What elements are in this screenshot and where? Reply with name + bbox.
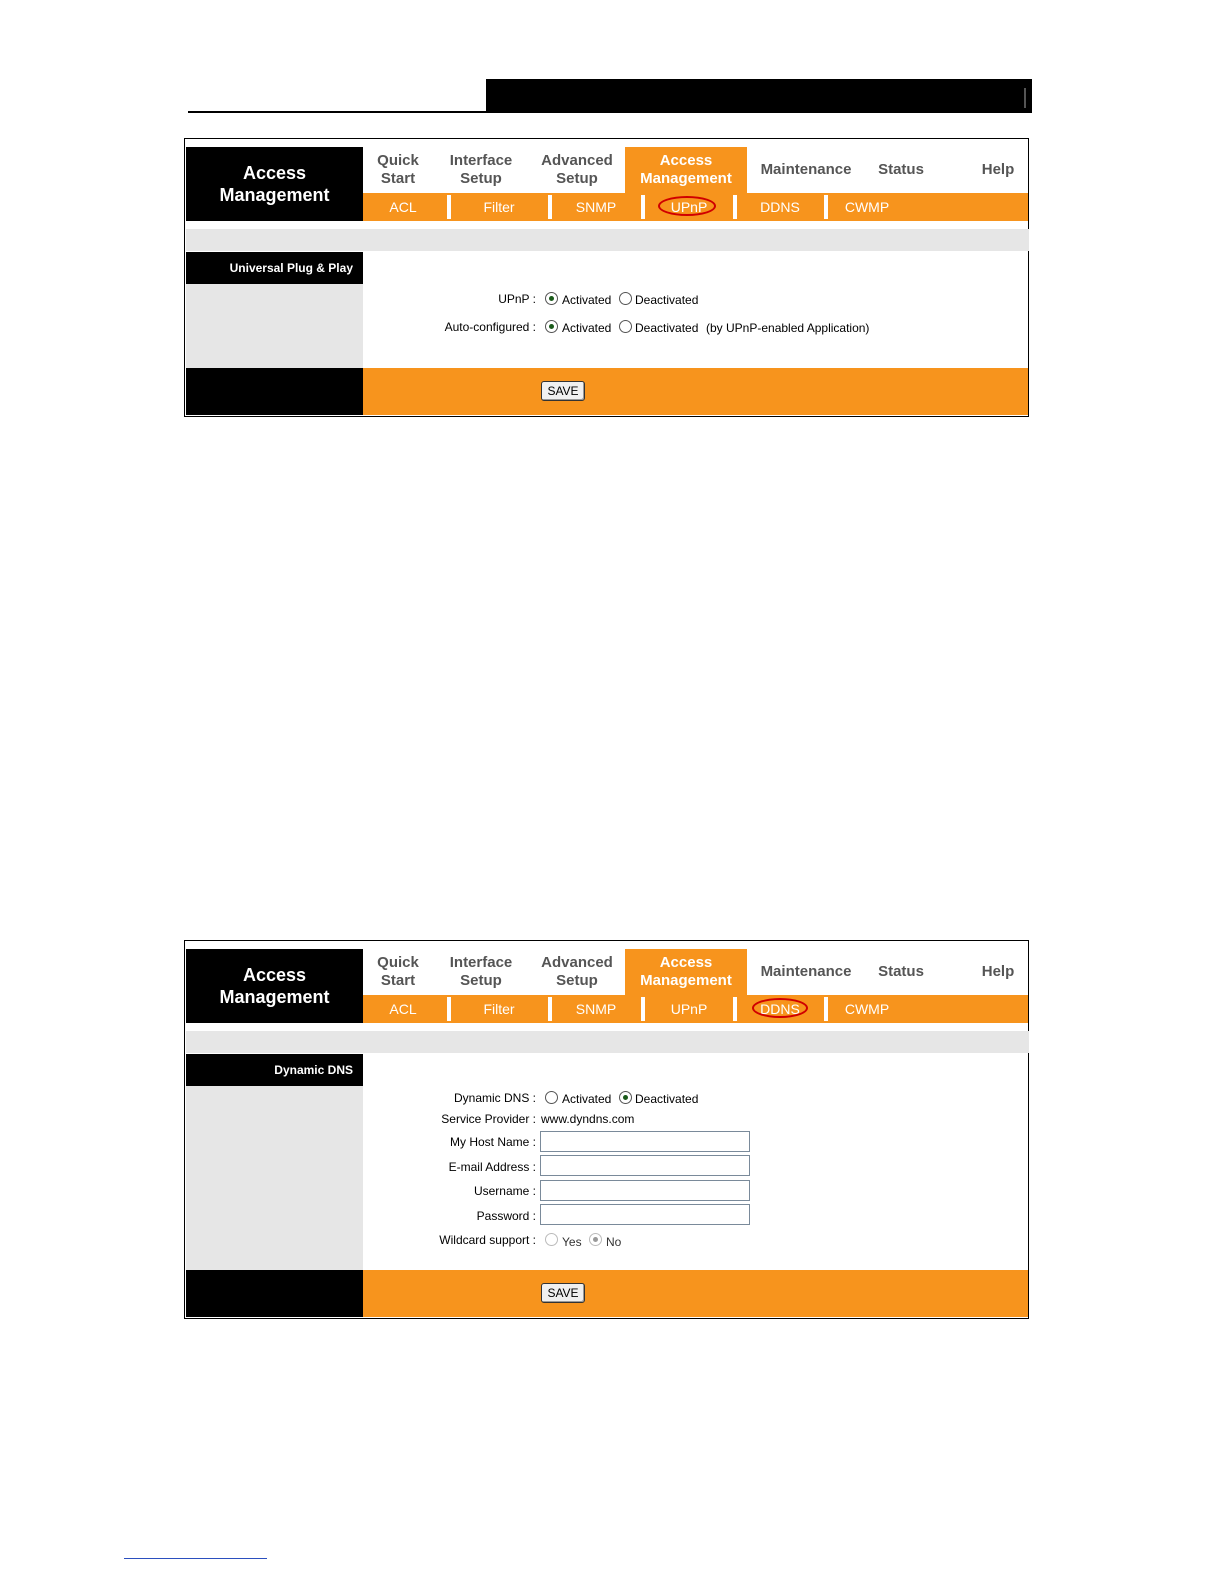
dynamic-dns-label: Dynamic DNS : — [453, 1091, 536, 1105]
tab-advanced-setup[interactable] — [529, 949, 625, 995]
tab-help[interactable] — [968, 949, 1028, 995]
host-name-input[interactable] — [540, 1131, 750, 1152]
auto-deactivated-label: Deactivated — [635, 321, 699, 335]
auto-deactivated-radio[interactable] — [619, 320, 632, 333]
brand-block — [186, 949, 363, 1023]
service-provider-value: www.dyndns.com — [541, 1112, 635, 1126]
wildcard-yes-radio[interactable] — [545, 1233, 558, 1246]
upnp-deactivated-label: Deactivated — [635, 293, 699, 307]
subtab-label: SNMP — [575, 199, 617, 215]
highlight-circle — [658, 196, 716, 216]
brand-line2: Management — [219, 987, 330, 1007]
divider-strip — [186, 1031, 1029, 1053]
subtab-label: UPnP — [670, 199, 708, 215]
brand-line2: Management — [219, 185, 330, 205]
ddns-deactivated-label: Deactivated — [635, 1092, 699, 1106]
subtab-label: ACL — [389, 1001, 417, 1017]
tab-interface-setup[interactable] — [433, 949, 529, 995]
email-address-input[interactable] — [540, 1155, 750, 1176]
subtab-snmp[interactable] — [552, 193, 640, 221]
tab-label: Help — [981, 161, 1015, 178]
tab-label-line2: Management — [640, 170, 732, 187]
subtab-acl[interactable] — [363, 193, 443, 221]
tab-label: Maintenance — [760, 963, 852, 980]
tab-advanced-setup[interactable] — [529, 147, 625, 193]
tab-label: Status — [878, 963, 924, 980]
save-button[interactable]: SAVE — [541, 1283, 585, 1303]
tab-label-line1: Access — [659, 954, 713, 971]
host-name-label: My Host Name : — [449, 1135, 536, 1149]
wildcard-no-radio[interactable] — [589, 1233, 602, 1246]
email-address-label: E-mail Address : — [448, 1160, 536, 1174]
tab-label-line2: Setup — [556, 170, 598, 187]
upnp-panel — [184, 138, 1029, 417]
footer-link-underline — [124, 1558, 267, 1559]
page-header-rule — [188, 111, 488, 113]
subtab-label: DDNS — [760, 1001, 800, 1017]
wildcard-yes-label: Yes — [562, 1235, 582, 1249]
tab-help[interactable] — [968, 147, 1028, 193]
brand-block — [186, 147, 363, 221]
tab-maintenance[interactable] — [753, 147, 859, 193]
section-title: Universal Plug & Play — [186, 252, 363, 284]
sub-navigation — [363, 193, 1028, 221]
wildcard-support-label: Wildcard support : — [439, 1233, 536, 1247]
subtab-cwmp[interactable] — [828, 995, 906, 1023]
tab-label-line1: Quick — [377, 954, 419, 971]
wildcard-no-label: No — [606, 1235, 622, 1249]
auto-activated-label: Activated — [562, 321, 612, 335]
ddns-activated-radio[interactable] — [545, 1091, 558, 1104]
tab-label-line2: Setup — [460, 170, 502, 187]
subtab-snmp[interactable] — [552, 995, 640, 1023]
tab-quick-start[interactable] — [363, 147, 433, 193]
section-title: Dynamic DNS — [186, 1054, 363, 1086]
save-button[interactable]: SAVE — [541, 381, 585, 401]
subtab-filter[interactable] — [451, 193, 547, 221]
tab-quick-start[interactable] — [363, 949, 433, 995]
footer-left — [186, 368, 363, 415]
tab-label-line1: Advanced — [541, 152, 613, 169]
top-navigation — [363, 147, 1028, 193]
tab-label: Maintenance — [760, 161, 852, 178]
subtab-upnp[interactable] — [645, 995, 733, 1023]
tab-label-line2: Start — [380, 972, 416, 989]
subtab-label: Filter — [483, 1001, 515, 1017]
brand-line1: Access — [242, 965, 307, 985]
sub-navigation — [363, 995, 1028, 1023]
upnp-activated-radio[interactable] — [545, 292, 558, 305]
footer-bar — [363, 1270, 1028, 1317]
footer-bar — [363, 368, 1028, 415]
subtab-label: ACL — [389, 199, 417, 215]
tab-access-management[interactable] — [625, 147, 747, 193]
tab-interface-setup[interactable] — [433, 147, 529, 193]
top-navigation — [363, 949, 1028, 995]
username-input[interactable] — [540, 1180, 750, 1201]
subtab-cwmp[interactable] — [828, 193, 906, 221]
subtab-filter[interactable] — [451, 995, 547, 1023]
tab-label-line2: Setup — [556, 972, 598, 989]
tab-status[interactable] — [863, 949, 939, 995]
ddns-deactivated-radio[interactable] — [619, 1091, 632, 1104]
page-header-bar-tick — [1024, 88, 1026, 108]
tab-status[interactable] — [863, 147, 939, 193]
ddns-panel — [184, 940, 1029, 1319]
subtab-label: CWMP — [844, 1001, 890, 1017]
upnp-label: UPnP : — [498, 292, 536, 306]
tab-label: Help — [981, 963, 1015, 980]
subtab-ddns[interactable] — [737, 193, 823, 221]
tab-label-line2: Management — [640, 972, 732, 989]
highlight-circle — [752, 998, 808, 1018]
subtab-label: UPnP — [670, 1001, 708, 1017]
footer-left — [186, 1270, 363, 1317]
subtab-label: DDNS — [760, 199, 800, 215]
divider-strip — [186, 229, 1029, 251]
auto-activated-radio[interactable] — [545, 320, 558, 333]
subtab-acl[interactable] — [363, 995, 443, 1023]
password-label: Password : — [476, 1209, 536, 1223]
subtab-label: Filter — [483, 199, 515, 215]
tab-access-management[interactable] — [625, 949, 747, 995]
tab-label-line2: Start — [380, 170, 416, 187]
tab-label-line2: Setup — [460, 972, 502, 989]
tab-label-line1: Interface — [449, 954, 513, 971]
auto-configured-note: (by UPnP-enabled Application) — [706, 321, 870, 335]
tab-label-line1: Quick — [377, 152, 419, 169]
subtab-label: CWMP — [844, 199, 890, 215]
subtab-label: SNMP — [575, 1001, 617, 1017]
tab-label-line1: Interface — [449, 152, 513, 169]
page-header-bar — [486, 79, 1032, 113]
username-label: Username : — [473, 1184, 536, 1198]
ddns-activated-label: Activated — [562, 1092, 612, 1106]
tab-maintenance[interactable] — [753, 949, 859, 995]
auto-configured-label: Auto-configured : — [444, 320, 536, 334]
tab-label: Status — [878, 161, 924, 178]
brand-line1: Access — [242, 163, 307, 183]
service-provider-label: Service Provider : — [441, 1112, 536, 1126]
upnp-activated-label: Activated — [562, 293, 612, 307]
password-input[interactable] — [540, 1204, 750, 1225]
upnp-deactivated-radio[interactable] — [619, 292, 632, 305]
tab-label-line1: Advanced — [541, 954, 613, 971]
tab-label-line1: Access — [659, 152, 713, 169]
